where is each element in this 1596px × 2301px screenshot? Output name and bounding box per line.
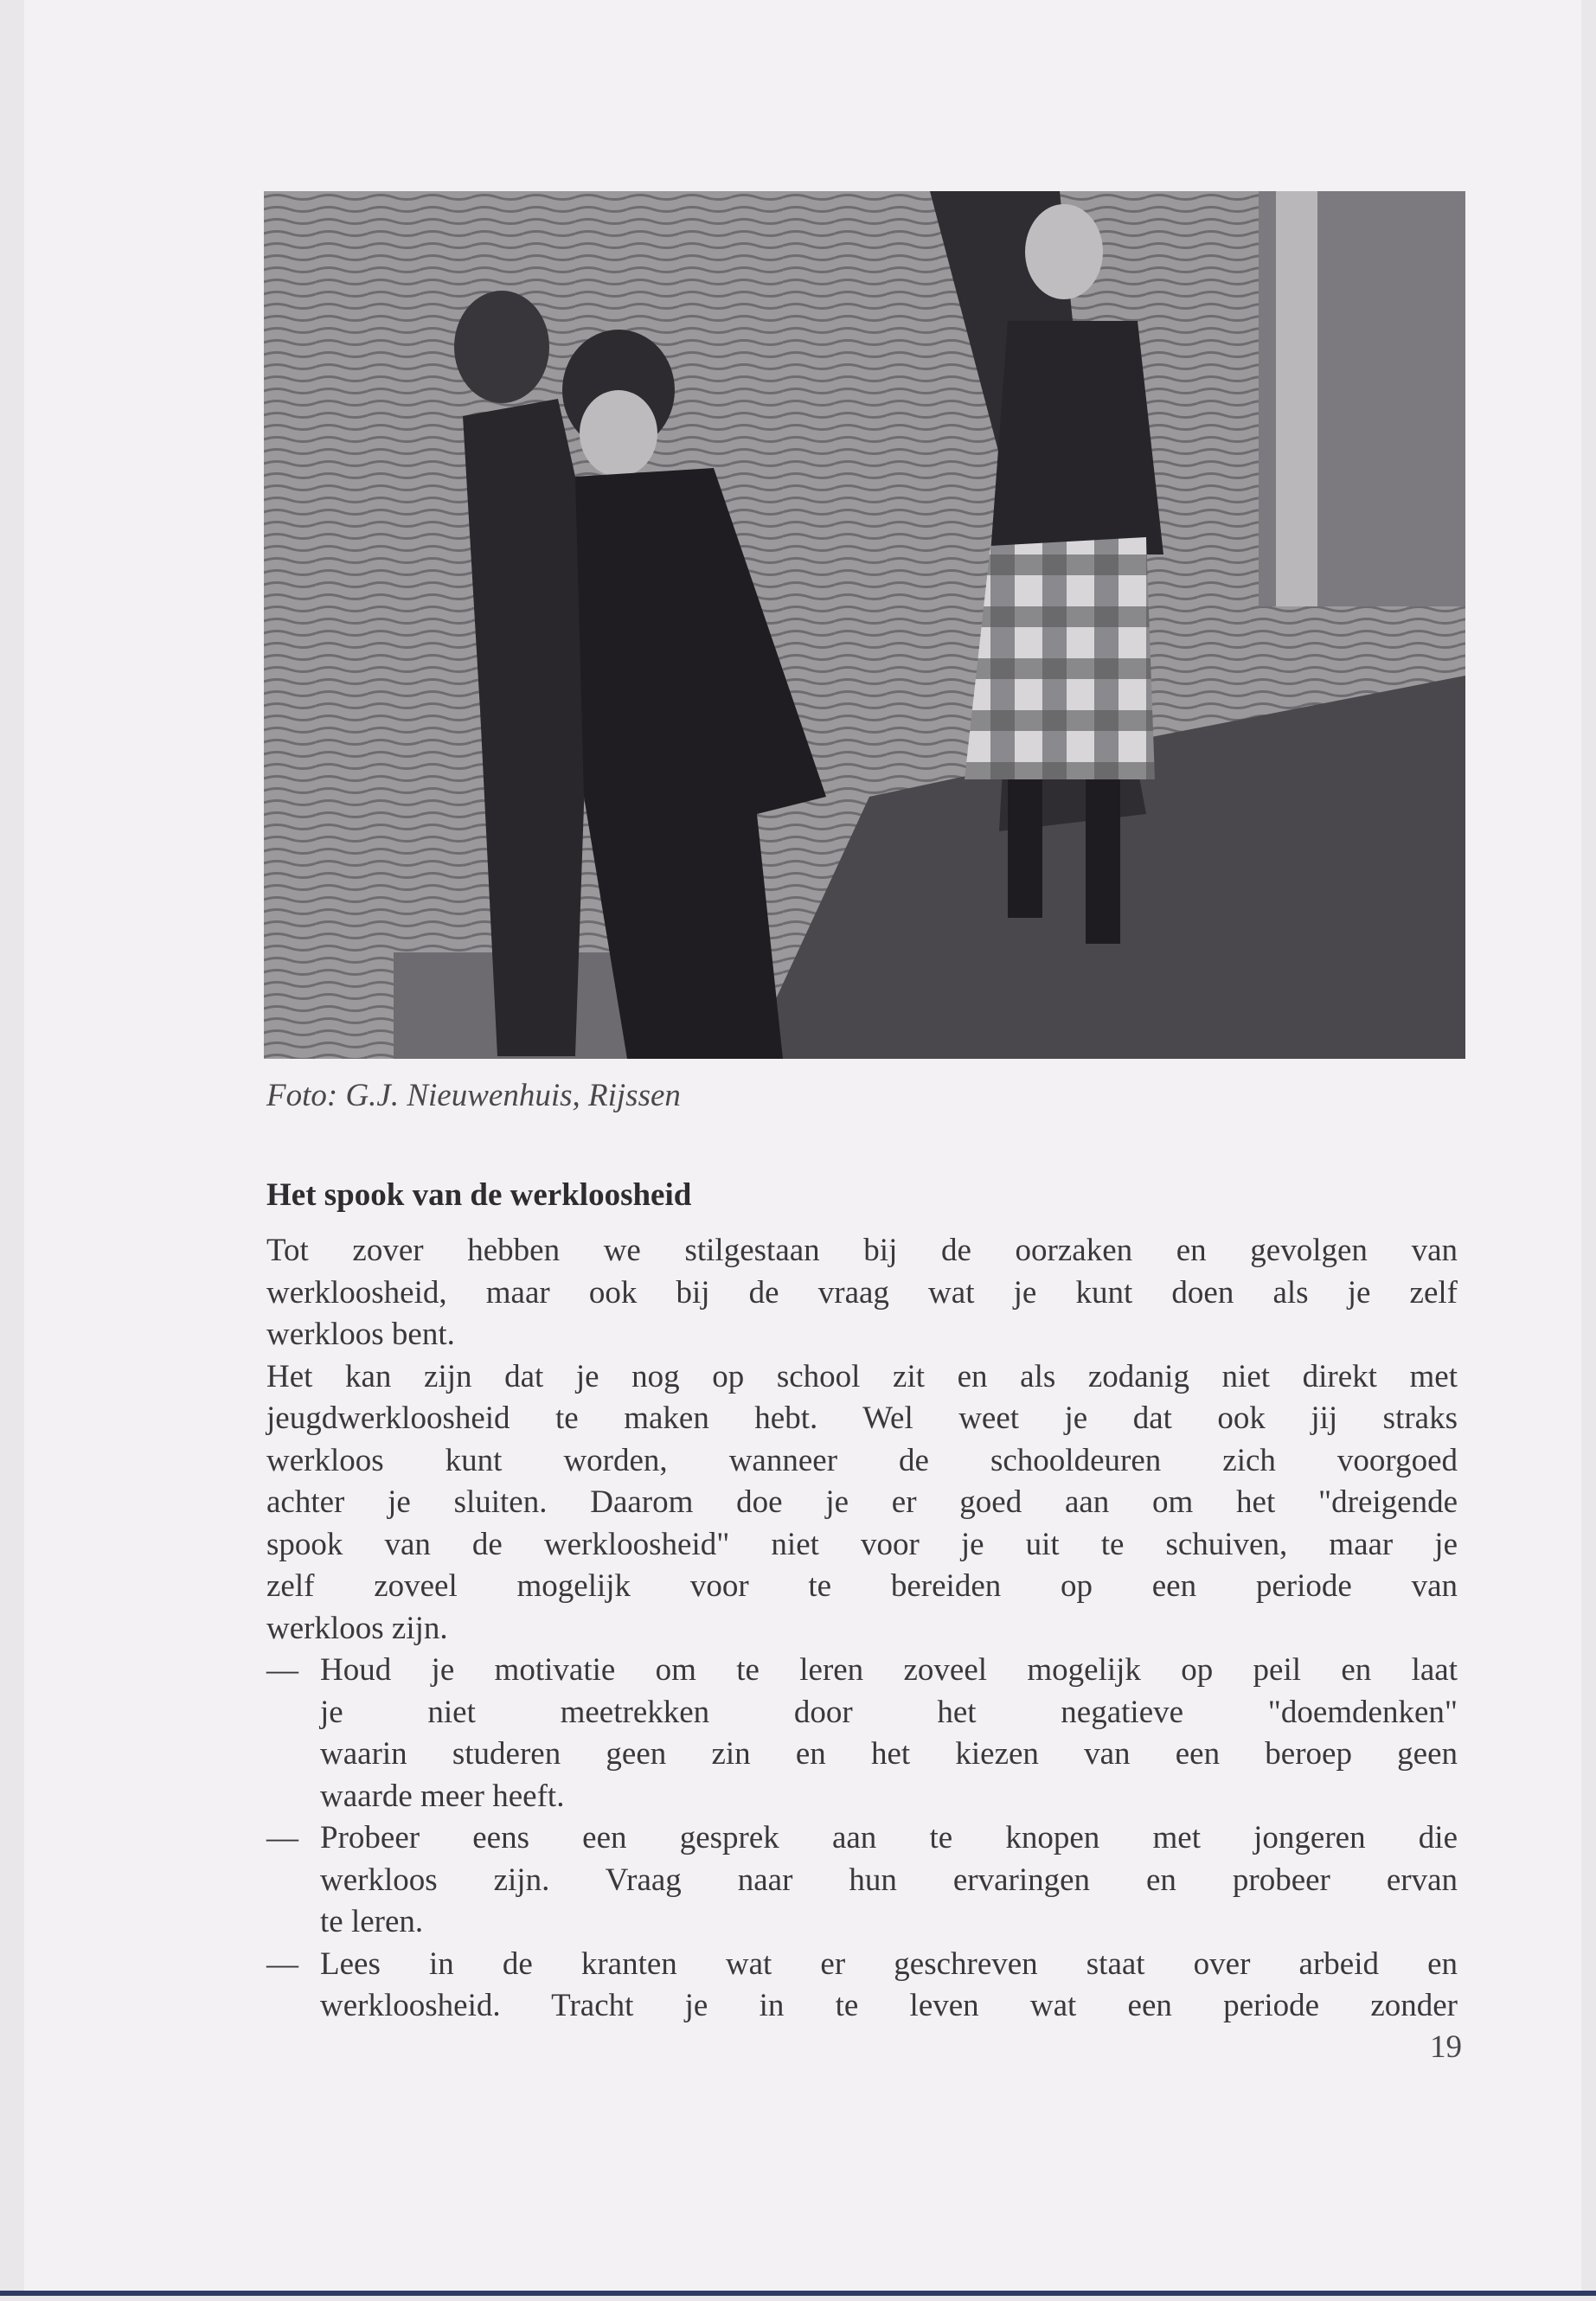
text-line: spook van de werkloosheid" niet voor je uit te schuiven, maar je bbox=[266, 1526, 1458, 1562]
text-line: Lees in de kranten wat er geschreven staat over arbeid en bbox=[320, 1945, 1458, 1982]
dash-bullet: — bbox=[266, 1652, 298, 1688]
text-line: werkloosheid, maar ook bij de vraag wat je kunt doen als je zelf bbox=[266, 1274, 1458, 1311]
text-line: te leren. bbox=[320, 1904, 424, 1939]
text-line: Het kan zijn dat je nog op school zit en als zodanig niet direkt met bbox=[266, 1358, 1458, 1394]
photo-caption: Foto: G.J. Nieuwenhuis, Rijssen bbox=[266, 1078, 681, 1113]
paragraph bbox=[266, 1230, 1458, 1356]
text-line: Probeer eens een gesprek aan te knopen met jongeren die bbox=[320, 1820, 1458, 1856]
text-line: Tot zover hebben we stilgestaan bij de oorzaken en gevolgen van bbox=[266, 1233, 1458, 1268]
body-text bbox=[266, 1230, 1458, 2028]
text-line: waarin studeren geen zin en het kiezen van een beroep geen bbox=[320, 1736, 1458, 1772]
text-line: werkloos kunt worden, wanneer de schooldeuren zich voorgoed bbox=[266, 1442, 1458, 1478]
dash-bullet: — bbox=[266, 1820, 298, 1856]
text-line: achter je sluiten. Daarom doe je er goed aan om het "dreigende bbox=[266, 1484, 1458, 1520]
page-number: 19 bbox=[1430, 2029, 1462, 2065]
bottom-edge-rule bbox=[0, 2291, 1596, 2296]
text-line: werkloos bent. bbox=[266, 1317, 455, 1352]
text-line: werkloosheid. Tracht je in te leven wat een periode zonder bbox=[320, 1988, 1458, 2023]
paragraph bbox=[266, 1356, 1458, 1650]
text-line: jeugdwerkloosheid te maken hebt. Wel weet je dat ook jij straks bbox=[266, 1400, 1458, 1436]
photo-image bbox=[264, 191, 1465, 1059]
text-line: zelf zoveel mogelijk voor te bereiden op een periode van bbox=[266, 1568, 1458, 1604]
text-line: waarde meer heeft. bbox=[320, 1778, 565, 1814]
text-line: je niet meetrekken door het negatieve "doemdenken" bbox=[320, 1694, 1458, 1730]
book-page bbox=[24, 0, 1581, 2291]
section-heading: Het spook van de werkloosheid bbox=[266, 1177, 692, 1213]
dash-bullet: — bbox=[266, 1945, 298, 1982]
text-line: werkloos zijn. bbox=[266, 1610, 448, 1646]
text-line: Houd je motivatie om te leren zoveel mogelijk op peil en laat bbox=[320, 1652, 1458, 1688]
photo-young-people-by-water bbox=[264, 191, 1465, 1059]
list-item bbox=[266, 1650, 1458, 1817]
list-item bbox=[266, 1817, 1458, 1944]
list-item bbox=[266, 1944, 1458, 2028]
text-line: werkloos zijn. Vraag naar hun ervaringen en probeer ervan bbox=[320, 1862, 1458, 1898]
